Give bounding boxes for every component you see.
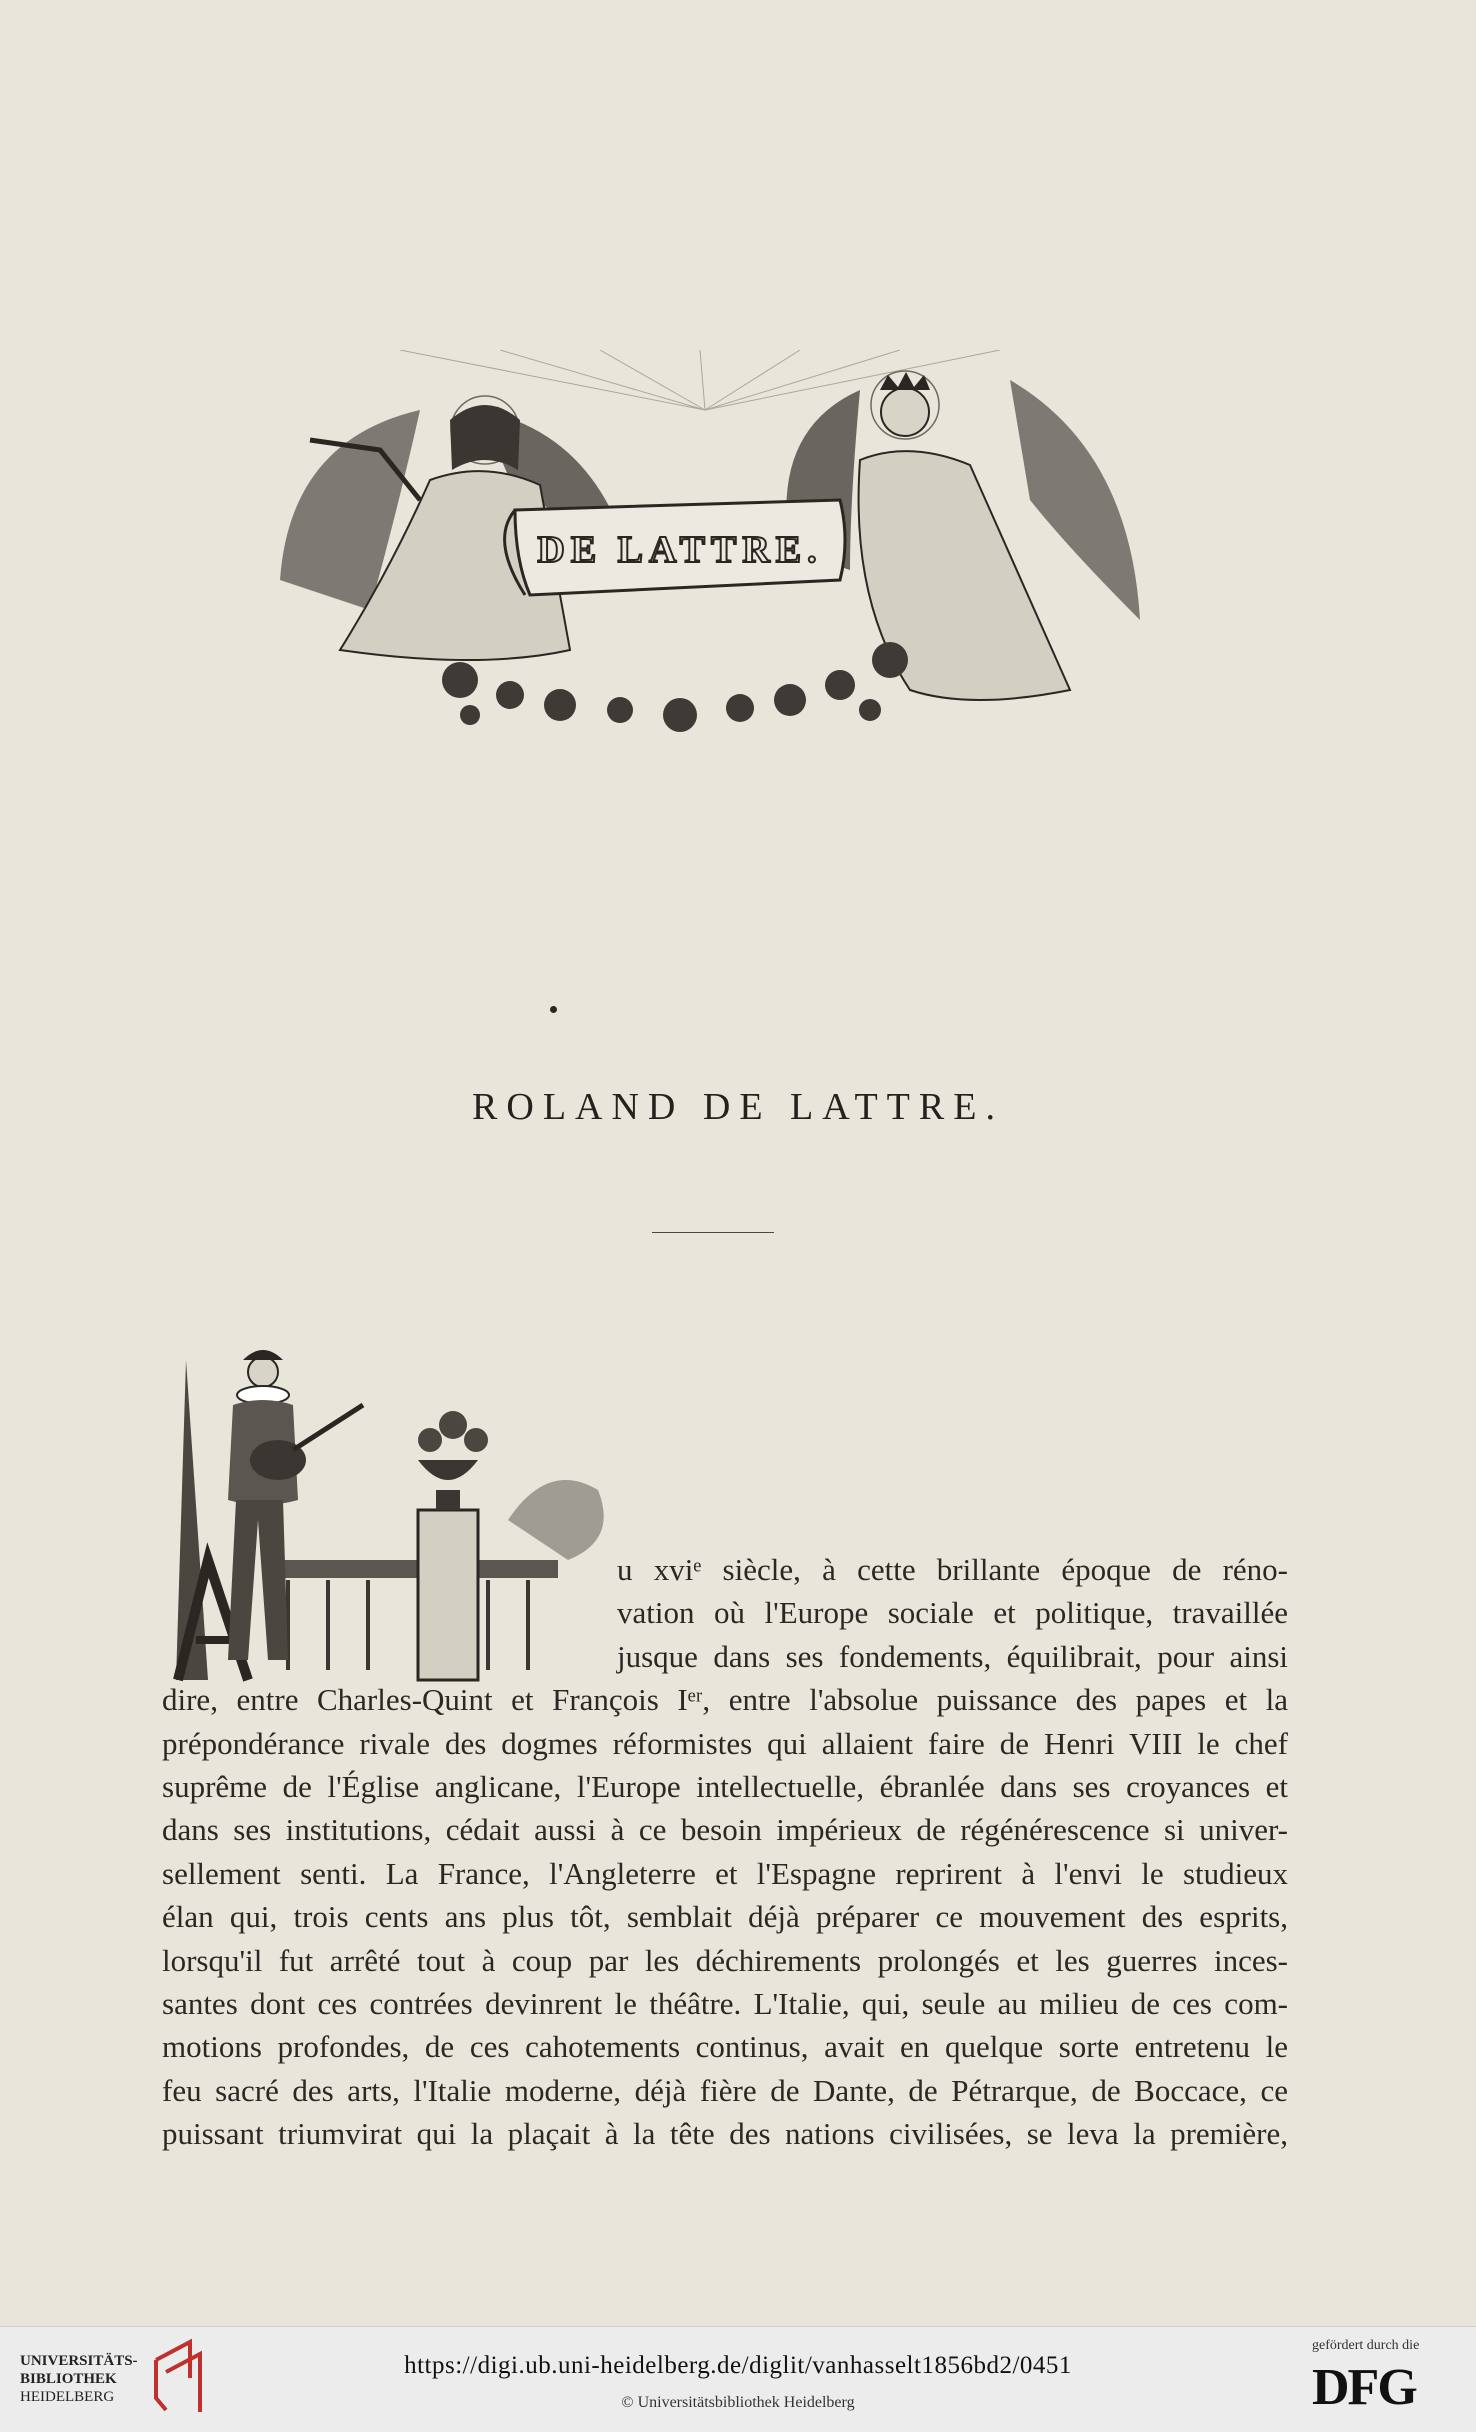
page-url-link[interactable]: https://digi.ub.uni-heidelberg.de/diglit/vanhasselt1856bd2/0451: [404, 2352, 1072, 2379]
dfg-logo[interactable]: DFG: [1312, 2359, 1416, 2416]
angels-banner-engraving: [250, 350, 1160, 750]
chapter-title: ROLAND DE LATTRE.: [472, 1086, 1004, 1128]
body-line: lorsqu'il fut arrêté tout à coup par les déchirements prolongés et les guerres inces-: [162, 1942, 1288, 1978]
body-line: santes dont ces contrées devinrent le théâtre. L'Italie, qui, seule au milieu de ces com-: [162, 1985, 1288, 2021]
library-name-line: BIBLIOTHEK: [20, 2371, 117, 2387]
title-rule: [652, 1232, 774, 1233]
body-line: jusque dans ses fondements, équilibrait, pour ainsi: [617, 1638, 1288, 1674]
funding-note: gefördert durch die: [1312, 2338, 1420, 2353]
body-line: vation où l'Europe sociale et politique, travaillée: [617, 1595, 1288, 1631]
library-name-line: HEIDELBERG: [20, 2389, 115, 2405]
body-line: feu sacré des arts, l'Italie moderne, déjà fière de Dante, de Pétrarque, de Boccace, ce: [162, 2072, 1288, 2108]
body-line: suprême de l'Église anglicane, l'Europe intellectuelle, ébranlée dans ses croyances et: [162, 1768, 1288, 1804]
body-line: motions profondes, de ces cahotements continus, avait en quelque sorte entretenu le: [162, 2029, 1288, 2065]
body-line: élan qui, trois cents ans plus tôt, semblait déjà préparer ce mouvement des esprits,: [162, 1899, 1288, 1935]
ornament-dot: [550, 1006, 557, 1013]
body-line: puissant triumvirat qui la plaçait à la tête des nations civilisées, se leva la première,: [162, 2116, 1288, 2152]
body-line: sellement senti. La France, l'Angleterre et l'Espagne reprirent à l'envi le studieux: [162, 1855, 1288, 1891]
copyright-text: © Universitätsbibliothek Heidelberg: [621, 2394, 855, 2411]
body-line: dire, entre Charles-Quint et François Iᵉʳ, entre l'absolue puissance des papes et la: [162, 1682, 1288, 1718]
library-name-line: UNIVERSITÄTS-: [20, 2353, 138, 2369]
body-line: prépondérance rivale des dogmes réformistes qui allaient faire de Henri VIII le chef: [162, 1725, 1288, 1761]
body-text: [162, 1548, 1288, 2155]
body-line: dans ses institutions, cédait aussi à ce besoin impérieux de régénérescence si univer-: [162, 1812, 1288, 1848]
body-line: u xviᵉ siècle, à cette brillante époque de réno-: [617, 1552, 1288, 1587]
banner-text: DE LATTRE.: [537, 529, 823, 571]
